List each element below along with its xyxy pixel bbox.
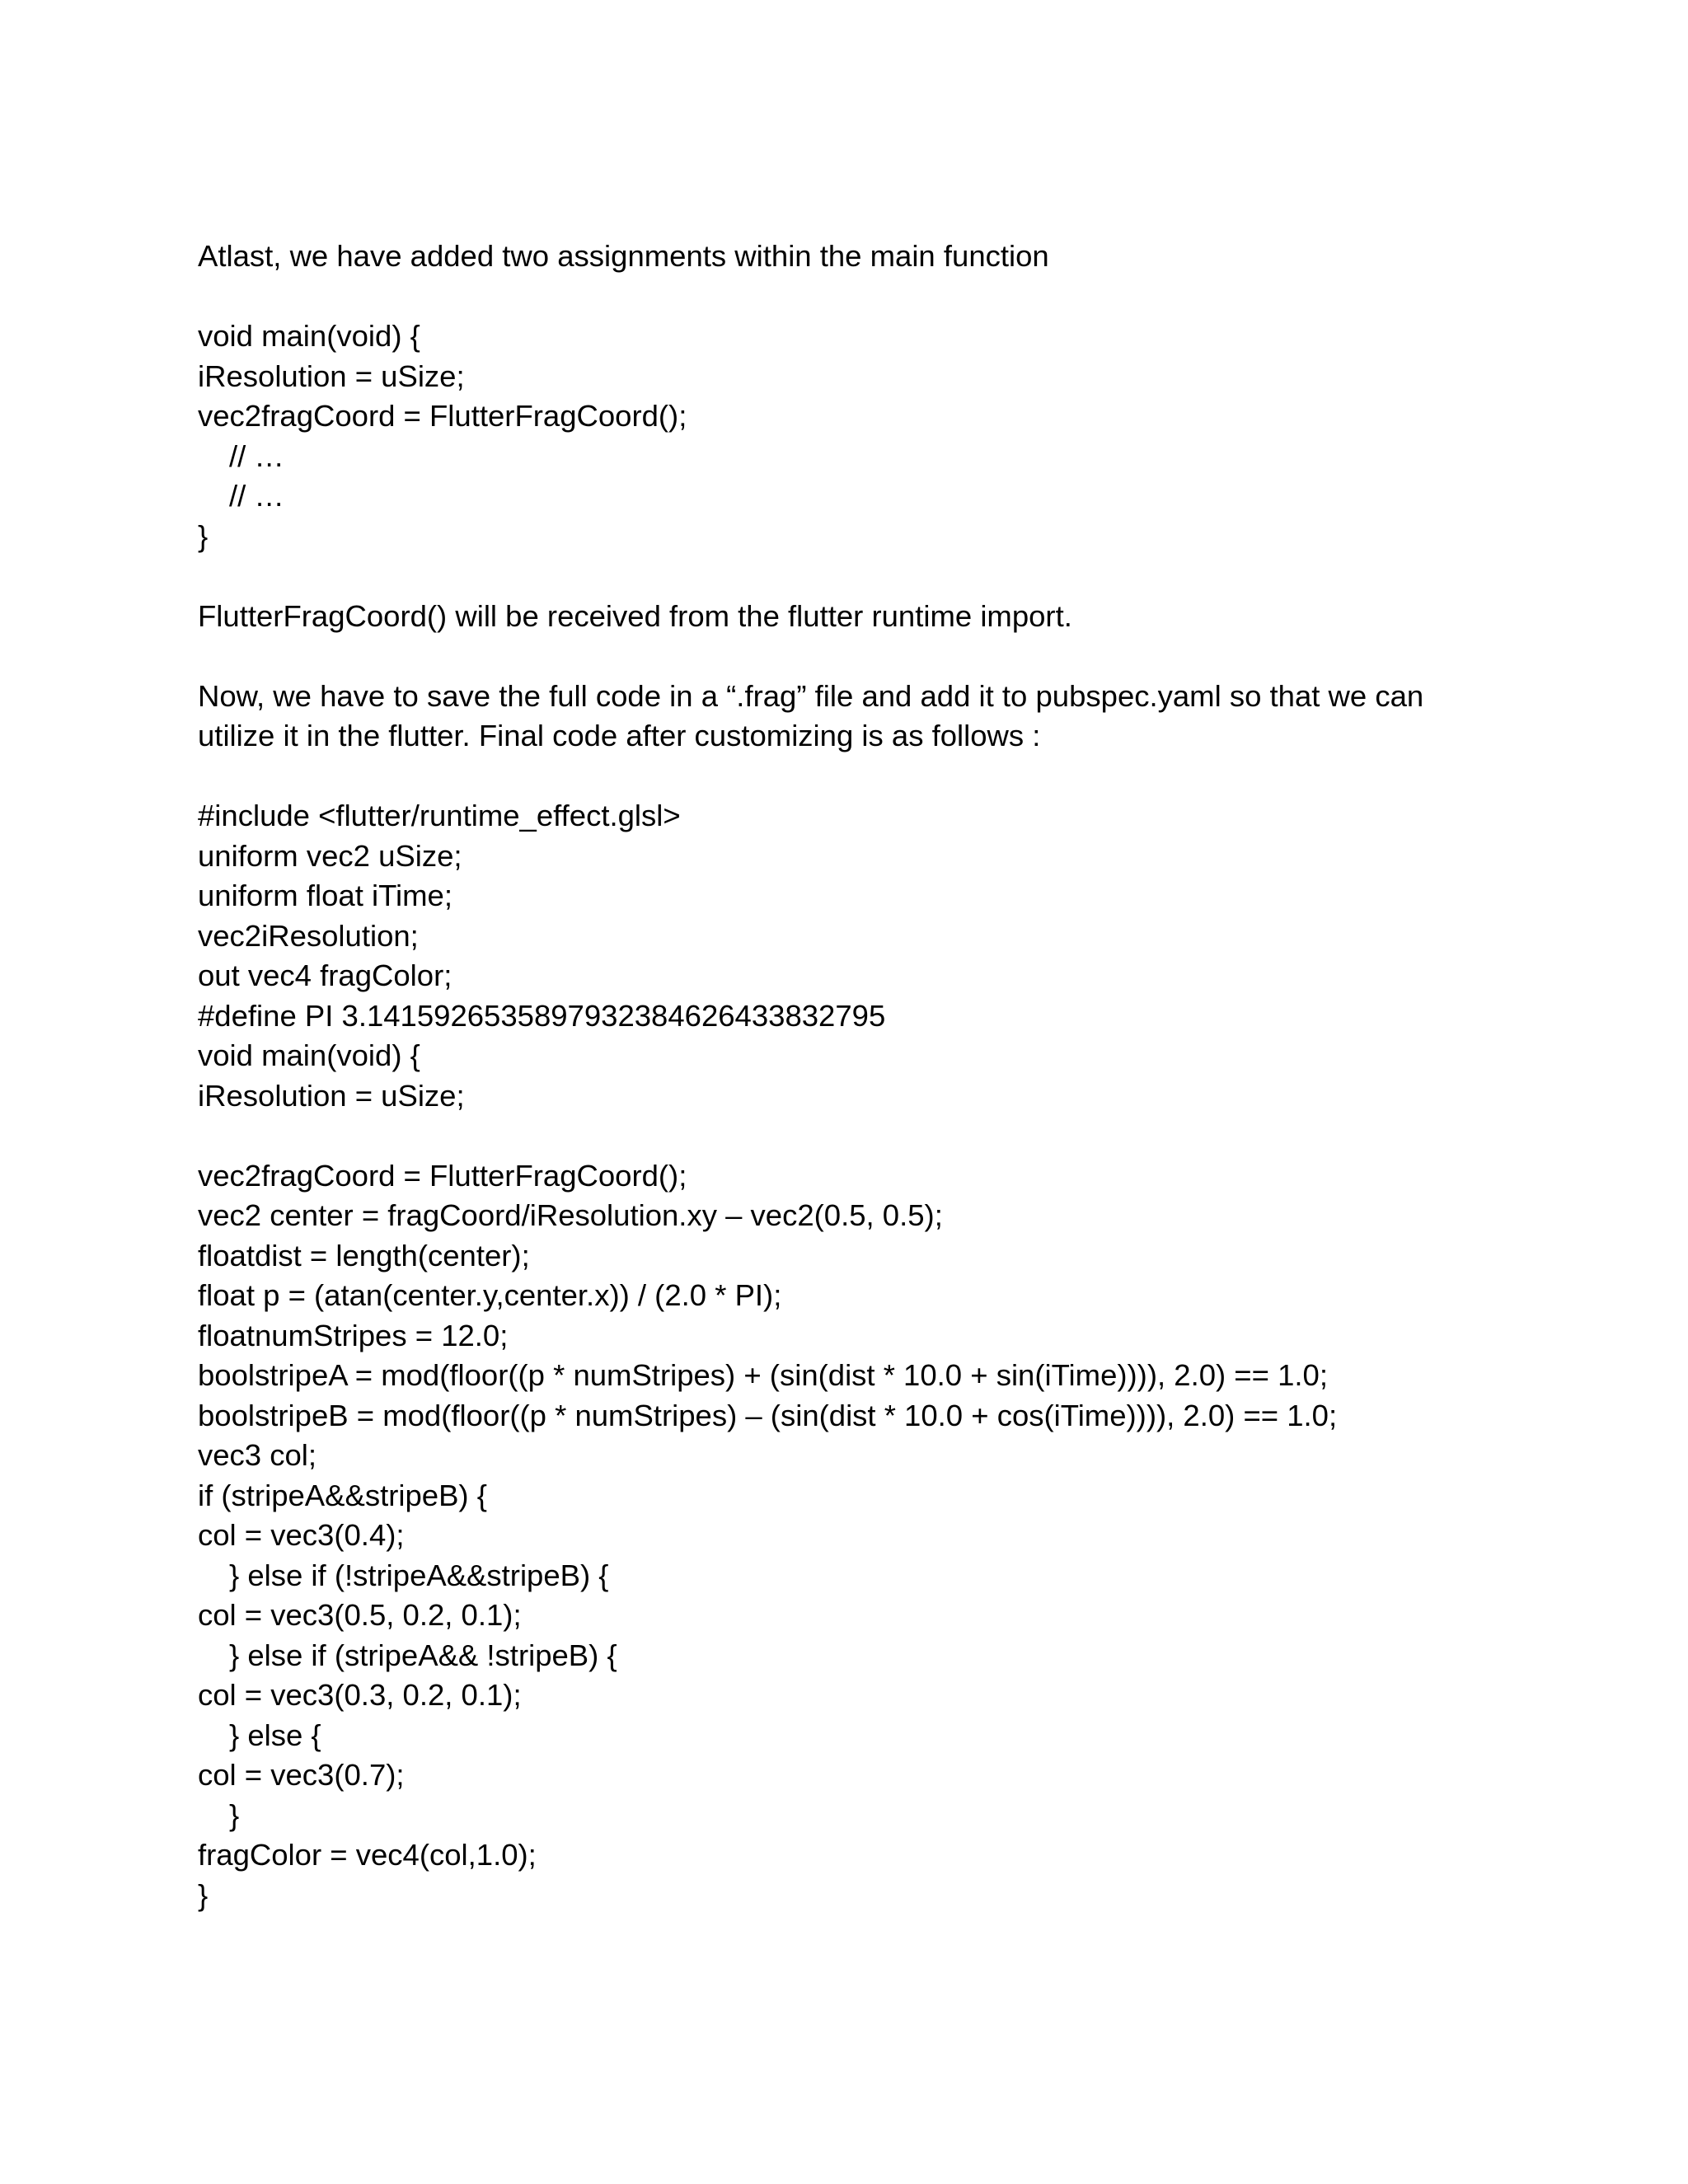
code-line: col = vec3(0.7);: [198, 1758, 405, 1792]
code-line: floatnumStripes = 12.0;: [198, 1318, 509, 1352]
code-line: #define PI 3.1415926535897932384626433832795: [198, 998, 886, 1033]
code-line: } else if (!stripeA&&stripeB) {: [229, 1558, 609, 1592]
code-line: } else if (stripeA&& !stripeB) {: [229, 1638, 617, 1672]
instructions-line-1: Now, we have to save the full code in a “.frag” file and add it to pubspec.yaml so that we can: [198, 678, 1424, 713]
code-line: vec2 center = fragCoord/iResolution.xy – vec2(0.5, 0.5);: [198, 1198, 943, 1232]
code-line: col = vec3(0.5, 0.2, 0.1);: [198, 1598, 522, 1632]
code-line: float p = (atan(center.y,center.x)) / (2.0 * PI);: [198, 1278, 782, 1312]
code-line: floatdist = length(center);: [198, 1238, 530, 1272]
snippet-line: void main(void) {: [198, 319, 420, 353]
code-line: } else {: [229, 1718, 321, 1752]
code-line: }: [198, 1877, 209, 1912]
code-line: #include <flutter/runtime_effect.glsl>: [198, 799, 681, 832]
code-line: out vec4 fragColor;: [198, 958, 452, 992]
snippet-line: }: [198, 518, 209, 553]
snippet-line: // …: [229, 479, 284, 513]
code-line: iResolution = uSize;: [198, 1078, 465, 1113]
code-line: if (stripeA&&stripeB) {: [198, 1478, 487, 1512]
code-line: col = vec3(0.3, 0.2, 0.1);: [198, 1678, 522, 1712]
final-code-header: [198, 796, 1484, 1116]
spacer: [198, 636, 1484, 677]
main-function-snippet: [198, 316, 1484, 556]
snippet-line: vec2fragCoord = FlutterFragCoord();: [198, 399, 687, 433]
intro-paragraph: Atlast, we have added two assignments within the main function: [198, 239, 1049, 273]
code-line: boolstripeB = mod(floor((p * numStripes) – (sin(dist * 10.0 + cos(iTime)))), 2.0) == 1.0;: [198, 1398, 1338, 1432]
code-line: uniform vec2 uSize;: [198, 838, 462, 873]
spacer: [198, 277, 1484, 317]
code-line: void main(void) {: [198, 1038, 420, 1072]
code-line: fragColor = vec4(col,1.0);: [198, 1838, 537, 1872]
snippet-line: iResolution = uSize;: [198, 359, 465, 393]
final-code-body: [198, 1156, 1484, 1916]
code-line: vec3 col;: [198, 1438, 317, 1472]
code-line: }: [229, 1797, 240, 1832]
spacer: [198, 1116, 1484, 1156]
code-line: vec2fragCoord = FlutterFragCoord();: [198, 1158, 687, 1193]
spacer: [198, 757, 1484, 797]
code-line: uniform float iTime;: [198, 879, 452, 912]
instructions-line-2: utilize it in the flutter. Final code after customizing is as follows :: [198, 719, 1041, 752]
code-line: boolstripeA = mod(floor((p * numStripes) + (sin(dist * 10.0 + sin(iTime)))), 2.0) == 1.0;: [198, 1358, 1328, 1392]
note-paragraph: FlutterFragCoord() will be received from the flutter runtime import.: [198, 598, 1072, 633]
snippet-line: // …: [229, 438, 284, 473]
code-line: vec2iResolution;: [198, 918, 419, 953]
code-line: col = vec3(0.4);: [198, 1518, 405, 1552]
document-body: [198, 237, 1484, 1915]
spacer: [198, 556, 1484, 597]
